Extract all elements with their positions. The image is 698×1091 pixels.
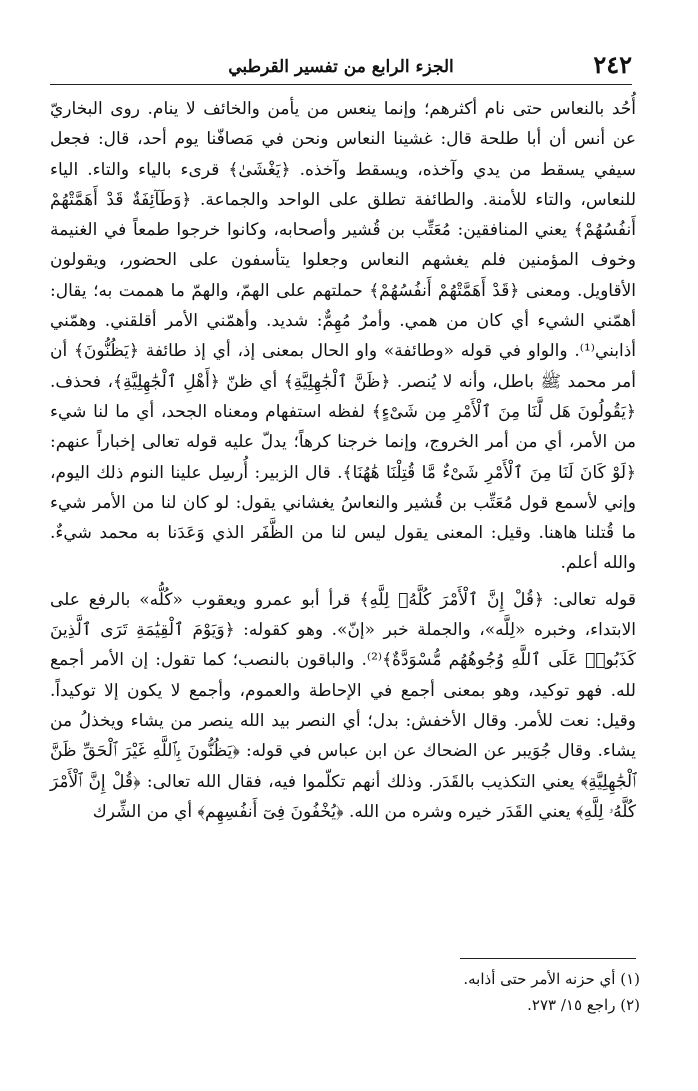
body-text [50,94,636,827]
footnote: (٢) راجع ١٥/ ٢٧٣. [527,996,640,1014]
page-header [50,50,632,85]
paragraph: أُحُد بالنعاس حتى نام أكثرهم؛ وإنما ينعس من يأمن والخائف لا ينام. روى البخاريّ عن أنس أن أبا طلحة قال: غشينا النعاس ونحن في مَصافّنا يوم أحد، قال: فجعل سيفي يسقط من يدي وآخذه، ويسقط وآخذه. ﴿يَغْشَىٰ﴾ قرىء بالياء والتاء. الياء للنعاس، والتاء للأمنة. والطائفة تطلق على الواحد والجماعة. ﴿وَطَآئِفَةٌ قَدْ أَهَمَّتْهُمْ أَنفُسُهُمْ﴾ يعني المنافقين: مُعَتِّب بن قُشير وأصحابه، وكانوا خرجوا طمعاً في الغنيمة وخوف المؤمنين فلم يغشهم النعاس وجعلوا يتأسفون على الحضور، ويقولون الأقاويل. ومعنى ﴿قَدْ أَهَمَّتْهُمْ أَنفُسُهُمْ﴾ حملتهم على الهمّ، والهمّ ما هممت به؛ يقال: أهمّني الشيء أي كان من همي. وأمرٌ مُهِمٌّ: شديد. وأهمّني الأمر أقلقني. وهمّني أذابني⁽¹⁾. والواو في قوله «وطائفة» واو الحال بمعنى إذ، أي إذ طائفة ﴿يَظُنُّونَ﴾ أن أمر محمد ﷺ باطل، وأنه لا يُنصر. ﴿ظَنَّ ٱلْجَٰهِلِيَّةِ﴾ أي ظنّ ﴿أَهْلِ ٱلْجَٰهِلِيَّةِ﴾، فحذف. ﴿يَقُولُونَ هَل لَّنَا مِنَ ٱلْأَمْرِ مِن شَىْءٍ﴾ لفظه استفهام ومعناه الجحد، أي ما لنا شيء من الأمر، أي من أمر الخروج، وإنما خرجنا كرهاً؛ يدلّ عليه قوله تعالى إخباراً عنهم: ﴿لَوْ كَانَ لَنَا مِنَ ٱلْأَمْرِ شَىْءٌ مَّا قُتِلْنَا هَٰهُنَا﴾. قال الزبير: أُرسِل علينا النوم ذلك اليوم، وإني لأسمع قول مُعَتِّب بن قُشير والنعاسُ يغشاني يقول: لو كان لنا من الأمر شيء ما قُتلنا هاهنا. وقيل: المعنى يقول ليس لنا من الظَّفَر الذي وَعَدَنا به محمد شيءٌ. والله أعلم. [50,99,636,574]
footnotes [300,966,640,1018]
running-title: الجزء الرابع من تفسير القرطبي [228,57,454,77]
footnote-divider [460,958,636,959]
paragraph: قوله تعالى: ﴿قُلْ إِنَّ ٱلْأَمْرَ كُلَّهُۥ لِلَّهِ﴾ قرأ أبو عمرو ويعقوب «كُلُّه» بالرفع على الابتداء، وخبره «لِلَّه»، والجملة خبر «إنّ». وهو كقوله: ﴿وَيَوْمَ ٱلْقِيَٰمَةِ تَرَى ٱلَّذِينَ كَذَبُوا۟ عَلَى ٱللَّهِ وُجُوهُهُم مُّسْوَدَّةٌ﴾⁽²⁾. والباقون بالنصب؛ كما تقول: إن الأمر أجمع لله. فهو توكيد، وهو بمعنى أجمع في الإحاطة والعموم، وأجمع لا يكون إلا توكيداً. وقيل: نعت للأمر. وقال الأخفش: بدل؛ أي النصر بيد الله ينصر من يشاء ويخذلُ من يشاء. وقال جُوَيبر عن الضحاك عن ابن عباس في قوله: ﴿يَظُنُّونَ بِٱللَّهِ غَيْرَ ٱلْحَقِّ ظَنَّ ٱلْجَٰهِلِيَّةِ﴾ يعني التكذيب بالقَدَر. وذلك أنهم تكلّموا فيه، فقال الله تعالى: ﴿قُلْ إِنَّ ٱلْأَمْرَ كُلَّهُۥ لِلَّهِ﴾ يعني القَدَر خيره وشره من الله. ﴿يُخْفُونَ فِىٓ أَنفُسِهِم﴾ أي من الشِّرك [50,589,637,822]
page-number: ٢٤٢ [593,50,632,79]
footnote: (١) أي حزنه الأمر حتى أذابه. [463,970,640,988]
